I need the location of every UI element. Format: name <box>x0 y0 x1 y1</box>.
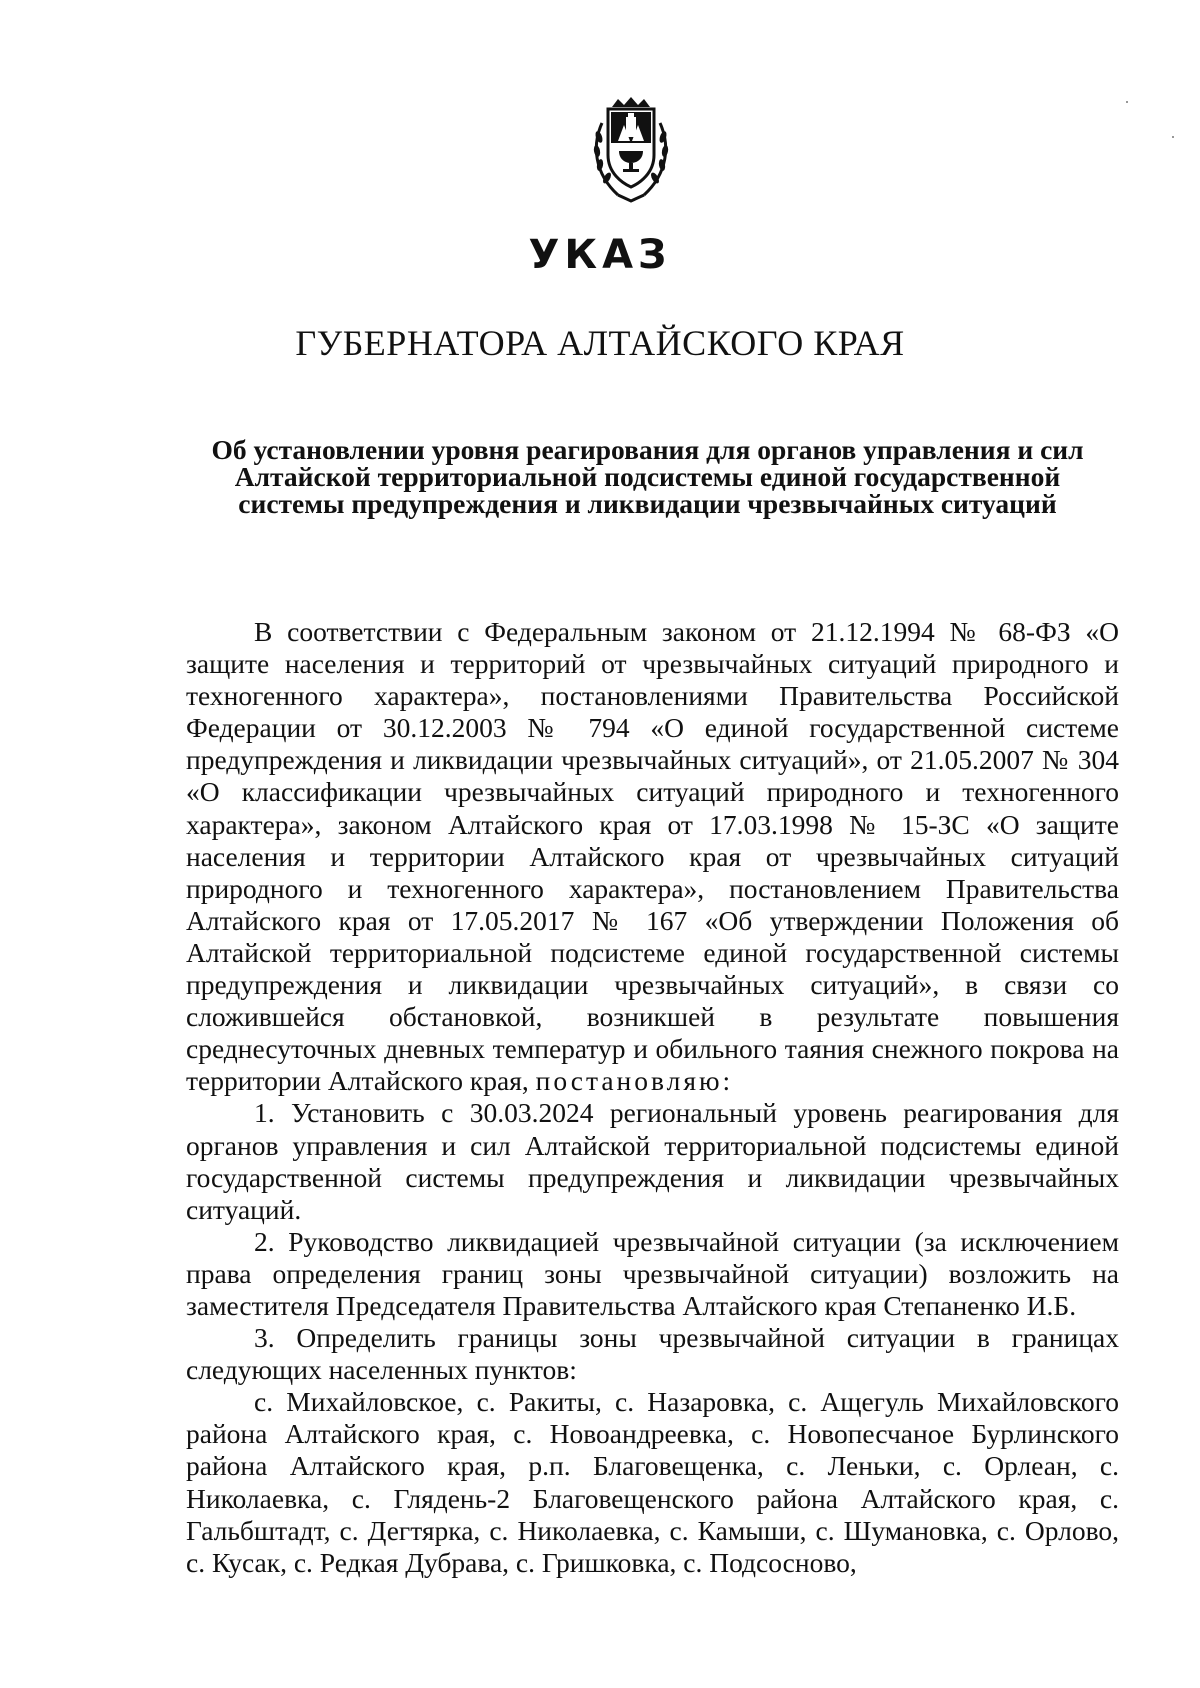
decree-item-3: 3. Определить границы зоны чрезвычайной ситуации в границах следующих населенных пунктов: <box>186 1322 1119 1386</box>
coat-of-arms-icon <box>588 95 674 205</box>
document-heading <box>205 436 1090 517</box>
document-type-title: УКАЗ <box>528 232 672 278</box>
heading-line: системы предупреждения и ликвидации чрезвычайных ситуаций <box>238 488 1057 519</box>
scan-speck <box>1172 136 1174 138</box>
decree-item-2: 2. Руководство ликвидацией чрезвычайной ситуации (за исключением права определения границ зоны чрезвычайной ситуации) возложить на заместителя Председателя Правительства Алтайского края Степаненко И.Б. <box>186 1225 1119 1321</box>
preamble-text: В соответствии с Федеральным законом от 21.12.1994 № 68-ФЗ «О защите населения и территорий от чрезвычайных ситуаций природного и техногенного характера», постановлениями Правительства Российской Федерации от 30.12.2003 № 794 «О единой государственной системе предупреждения и ликвидации чрезвычайных ситуаций», от 21.05.2007 № 304 «О классификации чрезвычайных ситуаций природного и техногенного характера», законом Алтайского края от 17.03.1998 № 15-ЗС «О защите населения и территории Алтайского края от чрезвычайных ситуаций природного и техногенного характера», постановлением Правительства Алтайского края от 17.05.2017 № 167 «Об утверждении Положения об Алтайской территориальной подсистеме единой государственной системы предупреждения и ликвидации чрезвычайных ситуаций», в связи со сложившейся обстановкой, возникшей в результате повышения среднесуточных дневных температур и обильного таяния снежного покрова на территории Алтайского края, <box>186 616 1119 1097</box>
decree-item-1: 1. Установить с 30.03.2024 региональный уровень реагирования для органов управления и сил Алтайской территориальной подсистемы единой государственной системы предупреждения и ликвидации чрезвычайных ситуаций. <box>186 1097 1119 1225</box>
scan-speck <box>1126 101 1128 103</box>
issuer-title: ГУБЕРНАТОРА АЛТАЙСКОГО КРАЯ <box>295 323 905 363</box>
heading-line: Алтайской территориальной подсистемы единой государственной <box>234 461 1061 492</box>
heading-line: Об установлении уровня реагирования для органов управления и сил <box>211 434 1084 465</box>
settlements-list: с. Михайловское, с. Ракиты, с. Назаровка, с. Ащегуль Михайловского района Алтайского края, с. Новоандреевка, с. Новопесчаное Бурлинского района Алтайского края, р.п. Благовещенка, с. Леньки, с. Орлеан, с. Николаевка, с. Глядень-2 Благовещенского района Алтайского края, с. Гальбштадт, с. Дегтярка, с. Николаевка, с. Камыши, с. Шумановка, с. Орлово, с. Кусак, с. Редкая Дубрава, с. Гришковка, с. Подсосново, <box>186 1386 1119 1578</box>
preamble-paragraph <box>186 616 1119 1097</box>
document-body <box>186 616 1119 1579</box>
decree-word: постановляю: <box>535 1065 734 1097</box>
